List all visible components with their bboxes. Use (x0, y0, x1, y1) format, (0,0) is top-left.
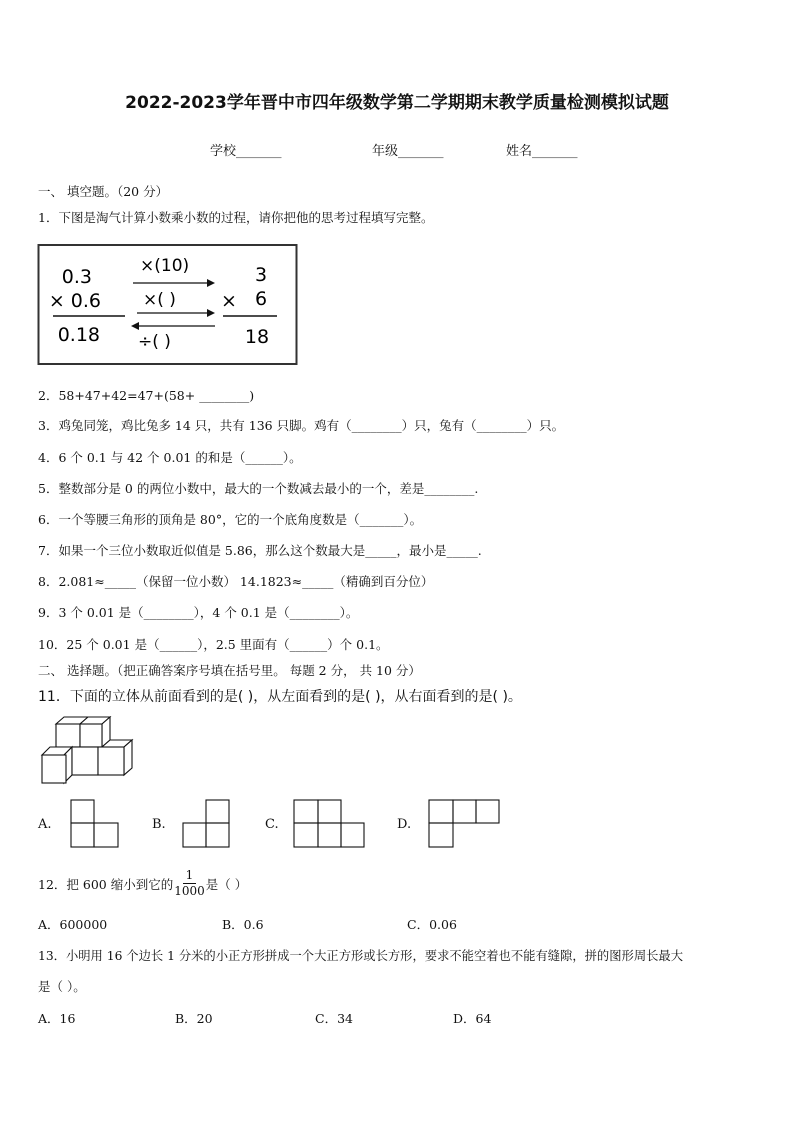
q11-option-a-label: A. (38, 817, 52, 832)
question-3: 3．鸡兔同笼，鸡比兔多 14 只，共有 136 只脚。鸡有（________）只，兔有（________）只。 (38, 418, 565, 433)
q11-option-d-figure (428, 799, 502, 849)
q1-left-mid: × 0.6 (48, 290, 101, 312)
question-13-line-2: 是（ ）。 (38, 979, 86, 994)
q12-fraction (174, 868, 205, 899)
q11-option-c-label: C. (265, 817, 279, 832)
section-1-heading: 一、 填空题。（20 分） (38, 184, 169, 199)
q13-option-d: D．64 (453, 1011, 492, 1026)
q12-option-c: C．0.06 (407, 917, 457, 932)
q11-option-a-figure (70, 799, 120, 849)
grade-field: 年级_______ (372, 144, 444, 159)
q12-denominator: 1000 (174, 884, 205, 898)
section-2-heading: 二、 选择题。（把正确答案序号填在括号里。 每题 2 分， 共 10 分） (38, 663, 421, 678)
q1-arrow-label-2: ×( ) (143, 290, 176, 310)
q1-right-top: 3 (254, 264, 268, 286)
q13-option-a: A．16 (38, 1011, 76, 1026)
question-7: 7．如果一个三位小数取近似值是 5.86，那么这个数最大是_____，最小是_____. (38, 543, 482, 558)
q1-calculation-figure (37, 243, 299, 367)
q12-option-b: B．0.6 (222, 917, 264, 932)
q12-numerator: 1 (183, 868, 197, 884)
q13-option-b: B．20 (175, 1011, 213, 1026)
question-10: 10．25 个 0.01 是（______），2.5 里面有（______）个 0.1。 (38, 637, 389, 652)
q1-right-mid: 6 (254, 288, 268, 310)
q1-left-bottom: 0.18 (57, 324, 100, 346)
question-5: 5．整数部分是 0 的两位小数中，最大的一个数减去最小的一个，差是________. (38, 481, 479, 496)
q13-option-c: C．34 (315, 1011, 353, 1026)
page-title: 2022-2023学年晋中市四年级数学第二学期期末教学质量检测模拟试题 (125, 93, 669, 113)
q12-prefix: 12．把 600 缩小到它的 (38, 876, 174, 892)
question-2: 2．58+47+42=47+(58+ ________) (38, 388, 255, 403)
q1-arrow-label-1: ×(10) (140, 256, 190, 276)
q1-left-top: 0.3 (61, 266, 92, 288)
question-6: 6．一个等腰三角形的顶角是 80°，它的一个底角度数是（_______）。 (38, 512, 423, 527)
q11-option-c-figure (293, 799, 367, 849)
q11-3d-cubes-figure (40, 716, 134, 786)
name-field: 姓名_______ (506, 144, 578, 159)
question-4: 4．6 个 0.1 与 42 个 0.01 的和是（______）。 (38, 450, 302, 465)
question-12 (38, 868, 247, 899)
question-9: 9．3 个 0.01 是（________），4 个 0.1 是（________）。 (38, 605, 359, 620)
q11-option-d-label: D. (397, 817, 412, 832)
question-1: 1．下图是淘气计算小数乘小数的过程，请你把他的思考过程填写完整。 (38, 210, 434, 225)
question-13-line-1: 13．小明用 16 个边长 1 分米的小正方形拼成一个大正方形或长方形，要求不能空着也不能有缝隙，拼的图形周长最大 (38, 949, 684, 963)
q11-option-b-figure (182, 799, 232, 849)
question-8: 8．2.081≈_____（保留一位小数） 14.1823≈_____（精确到百分位） (38, 574, 434, 589)
school-field: 学校_______ (210, 144, 282, 159)
q1-right-times: × (221, 290, 237, 312)
q12-suffix: 是（ ） (205, 876, 248, 892)
q11-option-b-label: B. (152, 817, 166, 832)
q1-arrow-label-3: ÷( ) (138, 332, 171, 352)
question-11: 11．下面的立体从前面看到的是( )，从左面看到的是( )，从右面看到的是( )。 (38, 689, 522, 705)
q1-right-bottom: 18 (244, 326, 270, 348)
q12-option-a: A．600000 (38, 917, 108, 932)
